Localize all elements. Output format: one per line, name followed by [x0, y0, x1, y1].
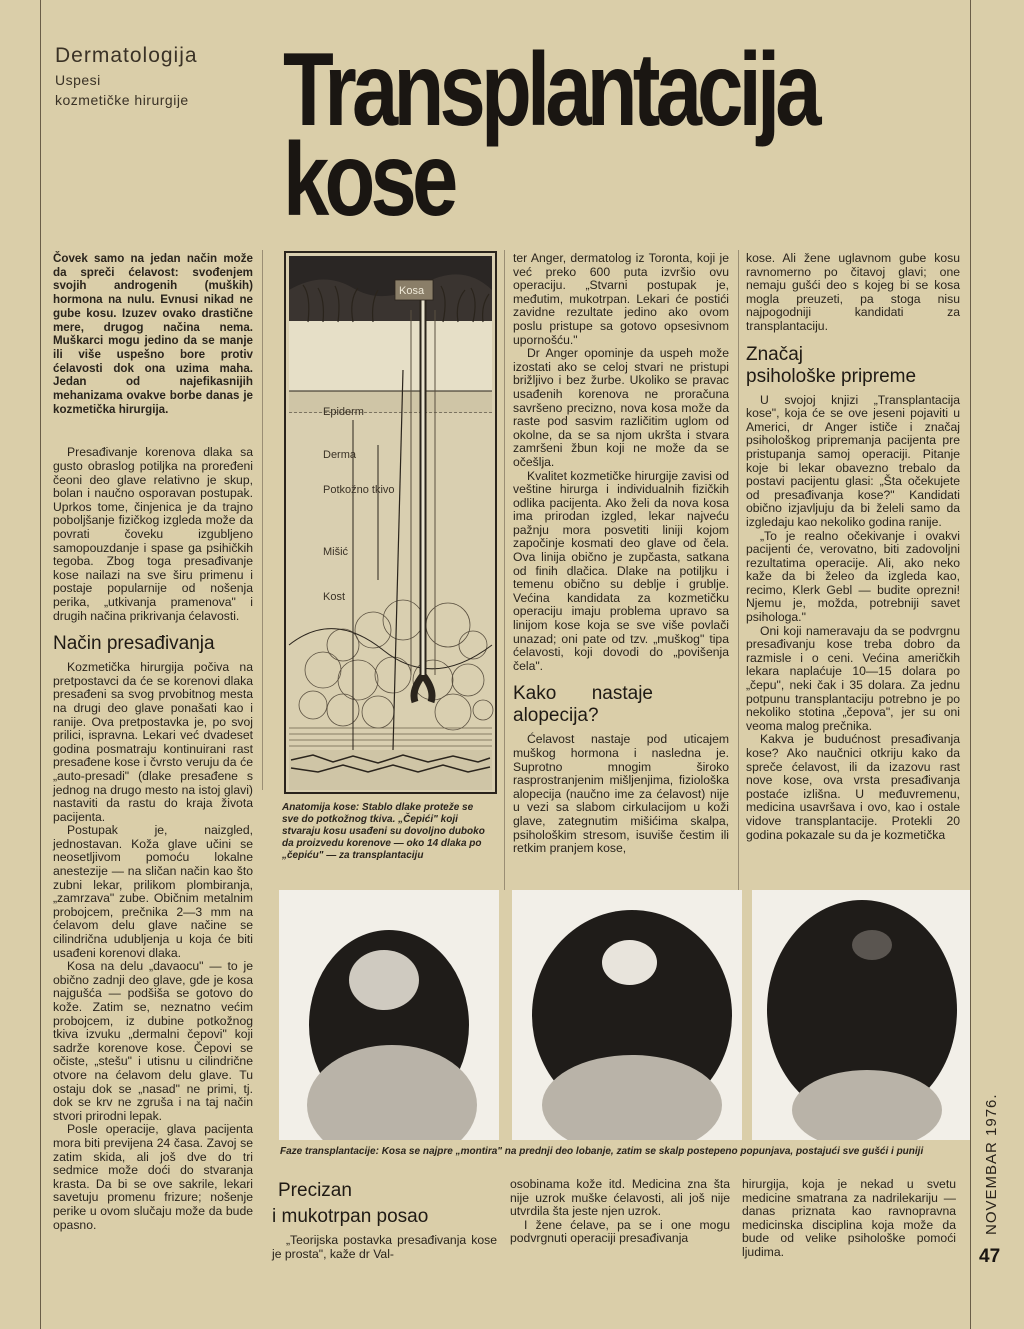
paragraph: Postupak je, naizgled, jednostavan. Koža glave učini se neosetljivom pomoću lokalne anestezije — na sličan način kao što zubni lekar, prilikom plombiranja, „zamrzava" zube. Običnim metalnim probojcem, prečnika 2—3 mm na ćelavom delu glave načine se cilindrična udubljenja u koja će biti usađeni korenovi dlaka.	[53, 823, 253, 960]
diagram-label-kost: Kost	[323, 591, 346, 603]
section-subtitle-line1: Uspesi	[55, 72, 101, 88]
paragraph: Ćelavost nastaje pod uticajem muškog hormona i nasledna je. Suprotno mnogim široko rasprostranjenim mišljenjima, fiziološka alopecija (naučno ime za ćelavost) nije u vezi sa slabom cirkulacijom u koži glave, zategnutim mišićima skalpa, psihološkim stresom, isuviše čestim ili retkim pranjem kose,	[513, 732, 729, 856]
diagram-label-misic: Mišić	[323, 546, 349, 558]
paragraph: U svojoj knjizi „Transplantacija kose", koja će se ove jeseni pojaviti u Americi, dr Anger ističe i značaj psihološkog pripremanja pacijenta pre pristupanja samoj operaciji. Pitanje koje bi lekar obavezno trebalo da postavi pacijentu glasi: „Šta očekujete od presađivanja kose?" Kandidati obično izjavljuju da bi želeli samo da izgledaju kao nekoliko godina ranije.	[746, 392, 960, 529]
diagram-label-epiderm: Epiderm	[323, 406, 364, 418]
paragraph: Kosa na delu „davaocu" — to je obično zadnji deo glave, gde je kosa najgušća — podšiša se gotovo do kože. Zatim se, neznatno većim probojcem, iz dubine potkožnog tkiva izvuku „dermalni čepovi" koji sadrže korenove kose. Čepovi se očiste, „stešu" i utisnu u cilindrične otvore na ćelavom delu glave. Tu ostaju dok se „nasad" ne primi, tj. dok se krv ne zgruša i na taj način stvori prirodni lepak.	[53, 959, 253, 1123]
paragraph: I žene ćelave, pa se i one mogu podvrgnuti operaciji presađivanja	[510, 1217, 730, 1246]
column-4-lower	[742, 1178, 956, 1260]
paragraph: Kakva je budućnost presađivanja kose? Ako naučnici otkriju kako da spreče ćelavost, ili da izazovu rast nove kose, ova vrsta presađivanja postaće izlišna. U međuvremenu, medicina usavršava i ovo, kao i ostale vidove transplantacije. Protekli 20 godina pokazale su da je kozmetička	[746, 732, 960, 842]
photo-stage-1	[279, 890, 499, 1140]
subheading-znacaj-line1: Značaj	[746, 343, 804, 365]
issue-date: NOVEMBAR 1976.	[983, 1093, 1000, 1235]
paragraph: osobinama kože itd. Medicina zna šta nije uzrok muške ćelavosti, ali još nije utvrdila šta jeste njen uzrok.	[510, 1177, 730, 1219]
section-category: Dermatologija	[55, 44, 198, 67]
subheading-znacaj-line2: psihološke pripreme	[746, 365, 917, 387]
subheading-precizan: Precizan	[278, 1180, 352, 1201]
subheading-kako-nastaje-alopecija: Kako nastaje alopecija?	[513, 683, 653, 727]
paragraph: Dr Anger opominje da uspeh može izostati ako se celoj stvari ne pristupi brižljivo i bez žurbe. Ukoliko se pravac usađenih korenova ne proračuna savršeno precizno, nova kosa može da raste pod sasvim različitim uglom od okolne, da se sa njom ukršta i stvara zamršeni žbun koji ne može da se očešlja.	[513, 346, 729, 469]
headline-line2: kose	[283, 122, 454, 238]
hair-anatomy-diagram	[283, 250, 498, 795]
column-2-lower	[272, 1178, 497, 1261]
lead-paragraph: Čovek samo na jedan način može da spreči ćelavost: svođenjem svojih androgenih (muških) hormona na nulu. Evnusi nikad ne gube kosu. Izuzev ovako drastične mere, drugog načina nema. Muškarci mogu jedino da se manje ili više uspešno bore protiv ćelavosti dok ona uzima maha. Jedan od najefikasnijih mehanizama ovakve borbe danas je kozmetička hirurgija.	[53, 252, 253, 416]
left-border-rule	[40, 0, 41, 1329]
diagram-caption: Anatomija kose: Stablo dlake proteže se sve do potkožnog tkiva. „Čepići" koji stvaraju kosu usađeni su dovoljno duboko da proizvedu korenove — oko 14 dlaka po „čepiću" — za transplantaciju	[282, 802, 485, 861]
paragraph: kose. Ali žene uglavnom gube kosu ravnomerno po čitavoj glavi; one nemaju gušći deo s kojeg bi se kosa mogla preuzeti, pa stoga nisu najpogodniji kandidati za transplantaciju.	[746, 251, 960, 333]
paragraph: „To je realno očekivanje i ovakvi pacijenti će, verovatno, biti zadovoljni rezultatima operacije. Ali, ako neko kaže da bi želeo da izgleda kao, recimo, Klerk Gebl — budite oprezni! Njemu je, možda, potrebniji savet psihologa."	[746, 528, 960, 625]
paragraph: ter Anger, dermatolog iz Toronta, koji je već preko 600 puta izvršio ovu operaciju. „Stvarni postupak je, međutim, mukotrpan. Lekari će postići zavidne rezultate jedino ako ovom poslu pristupe sa gotovo opsesivnom upornošću."	[513, 251, 729, 347]
column-rule-1	[262, 250, 263, 790]
section-subtitle-line2: kozmetičke hirurgije	[55, 92, 189, 108]
paragraph: Posle operacije, glava pacijenta mora biti previjena 24 časa. Zavoj se zatim skida, ali još dve do tri sedmice može doći do stvaranja krasta. Da bi se ove sakrile, lekari savetuju promenu frizure; nošenje perike u ovom slučaju može da bude opasno.	[53, 1122, 253, 1232]
page-number: 47	[979, 1246, 1001, 1267]
diagram-label-derma: Derma	[323, 449, 357, 461]
diagram-label-kosa: Kosa	[399, 285, 425, 297]
paragraph: Kozmetička hirurgija počiva na pretpostavci da će se korenovi dlaka presađeni sa svog prvobitnog mesta na drugi deo glave ponašati kao i ranije. Ova pretpostavka je, po svoj prilici, ispravna. Lekari već dvadeset godina posmatraju kontinuirani rast presađene kose i čvrsto veruju da će „auto-presadi" (dlake presađene s jednog na drugo mesto na istoj glavi) nastaviti da rastu do kraja života pacijenta.	[53, 660, 253, 824]
photo-stage-3	[752, 890, 970, 1140]
paragraph: Presađivanje korenova dlaka sa gusto obraslog potiljka na proređeni čeoni deo glave relativno je skup, bolan i naučno osporavan postupak. Uprkos tome, činjenica je da trajno poboljšanje fizičkog izgleda može da povrati čoveku izgubljeno samopouzdanje i spase ga psihičkih tegoba. Zbog toga presađivanje kose nailazi na sve širu primenu i postaje popularnije od nošenja perika, „utkivanja pramenova" i drugih načina prikrivanja ćelavosti.	[53, 445, 253, 623]
paragraph: Kvalitet kozmetičke hirurgije zavisi od veštine hirurga i individualnih fizičkih odlika pacijenta. Ako želi da nova kosa ima prirodan izgled, lekar najveću pažnju mora posvetiti liniji kojom započinje kosmati deo glave od čela. Ova linija obično je zupčasta, satkana od finih dlačica. Dlake na potiljku i temenu obično su deblje i grublje. Većina kandidata za kozmetičku operaciju imaju problema upravo sa linijom kose koja se sve više povlači unazad; oni pate od tzv. „muškog" tipa ćelavosti, koji dovodi do „povišenja čela".	[513, 468, 729, 673]
column-rule-2	[504, 250, 505, 890]
column-1	[53, 252, 253, 1232]
photos-caption: Faze transplantacije: Kosa se najpre „montira" na prednji deo lobanje, zatim se skalp postepeno popunjava, postajući sve gušći i puniji	[280, 1146, 924, 1157]
column-3-lower	[510, 1178, 730, 1246]
photo-stage-2	[512, 890, 742, 1140]
paragraph: „Teorijska postavka presađivanja kose je prosta", kaže dr Val-	[272, 1233, 497, 1261]
subheading-nacin-presadjivanja: Način presađivanja	[53, 633, 215, 655]
paragraph: hirurgija, koja je nekad u svetu medicine smatrana za nadrilekariju — danas priznata kao ravnopravna medicinska disciplina koja može da bude od velike psihološke pomoći ljudima.	[742, 1177, 956, 1259]
column-3	[513, 252, 729, 856]
column-rule-3	[738, 250, 739, 890]
right-border-rule	[970, 0, 971, 1329]
subheading-mukotrpan-posao: i mukotrpan posao	[272, 1206, 429, 1227]
headline-line1: Transplantacija	[283, 32, 817, 148]
diagram-label-potkozno-tkivo: Potkožno tkivo	[323, 484, 395, 496]
paragraph: Oni koji nameravaju da se podvrgnu presađivanju kose treba dobro da razmisle i o ceni. Većina američkih lekara naplaćuje 10—15 dolara po „čepu", neki čak i 35 dolara. Za jednu potpunu transplantaciju potrebno je po nekoliko stotina „čepova", jer su oni veoma malog prečnika.	[746, 623, 960, 733]
column-4	[746, 252, 960, 842]
diagram-svg	[283, 250, 498, 795]
